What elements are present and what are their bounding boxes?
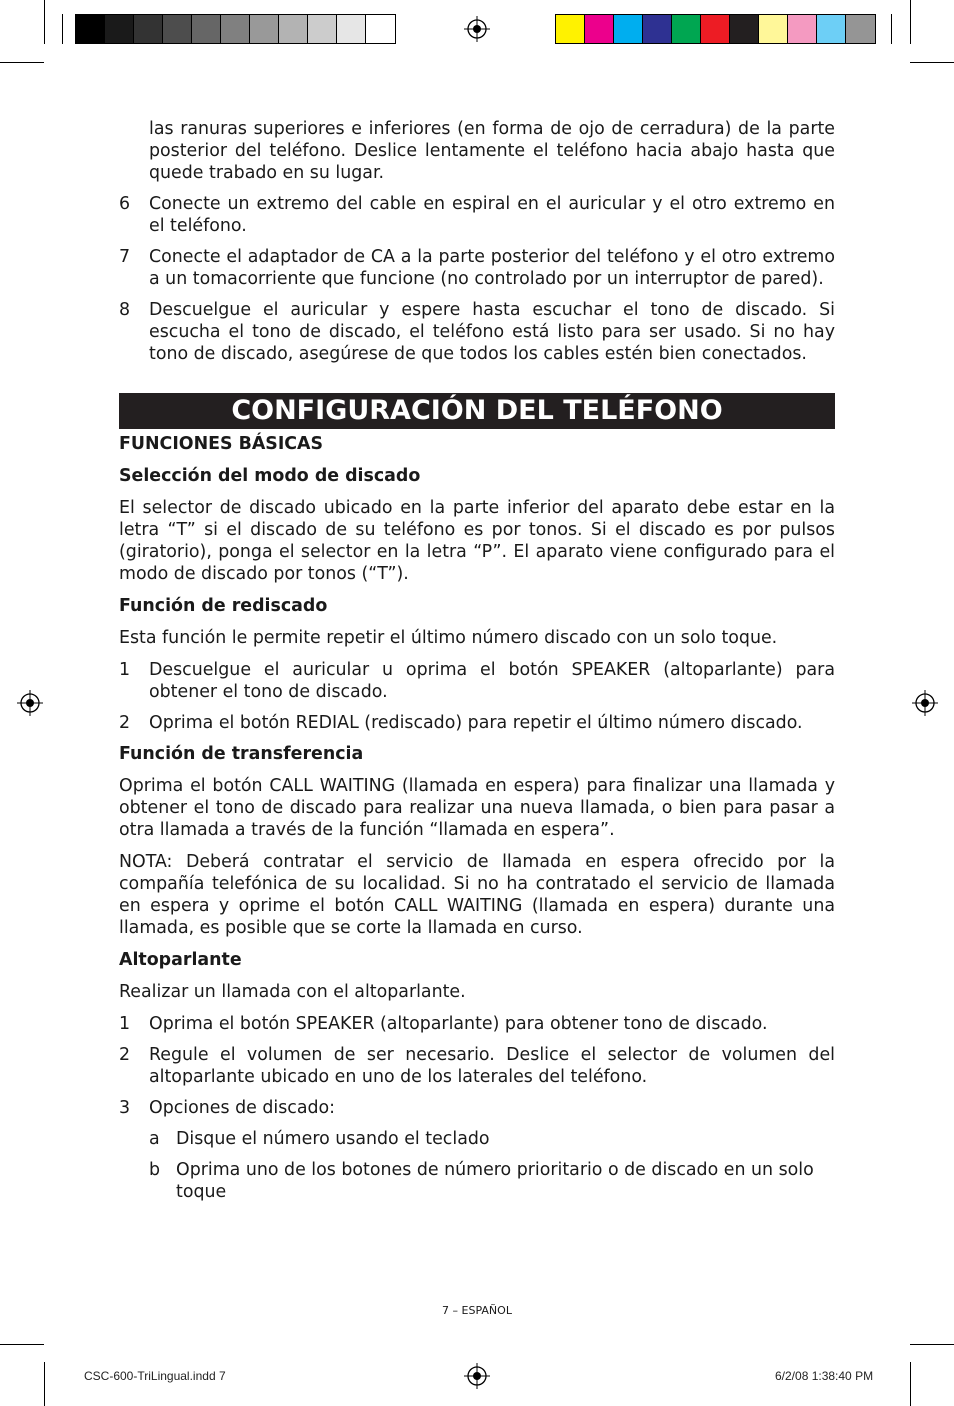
page-folio: 7 – ESPAÑOL <box>442 1304 512 1317</box>
list-item <box>119 246 835 290</box>
slug-filename: CSC-600-TriLingual.indd 7 <box>84 1369 226 1383</box>
color-swatch <box>337 15 366 43</box>
transfer-paragraph: Oprima el botón CALL WAITING (llamada en espera) para finalizar una llamada y obtener el tono de discado para realizar una nueva llamada, o bien para pasar a otra llamada a través de la función “llamada en espera”. <box>119 776 835 840</box>
speaker-paragraph: Realizar un llamada con el altoparlante. <box>119 982 466 1002</box>
crop-mark <box>910 1362 911 1406</box>
transfer-heading: Función de transferencia <box>119 744 364 764</box>
list-item <box>149 1159 835 1203</box>
step-text: Descuelgue el auricular u oprima el botón SPEAKER (altoparlante) para obtener el tono de discado. <box>149 660 835 702</box>
redial-heading: Función de rediscado <box>119 596 328 616</box>
speaker-heading: Altoparlante <box>119 950 242 970</box>
color-swatch <box>221 15 250 43</box>
list-item <box>119 1097 835 1119</box>
crop-mark <box>0 1344 44 1345</box>
color-swatch <box>701 15 730 43</box>
crop-mark <box>891 14 892 44</box>
step-number: 6 <box>119 194 131 214</box>
color-swatch <box>759 15 788 43</box>
step-text: Opciones de discado: <box>149 1098 336 1118</box>
section-heading: CONFIGURACIÓN DEL TELÉFONO <box>119 393 835 429</box>
page-content <box>119 118 835 1212</box>
option-letter: a <box>149 1129 160 1149</box>
step-number: 1 <box>119 1014 131 1034</box>
list-item <box>119 193 835 237</box>
color-swatch <box>279 15 308 43</box>
step-text: Oprima el botón SPEAKER (altoparlante) para obtener tono de discado. <box>149 1014 768 1034</box>
color-swatch <box>614 15 643 43</box>
step-text: Oprima el botón REDIAL (rediscado) para repetir el último número discado. <box>149 713 803 733</box>
step-text: Conecte el adaptador de CA a la parte posterior del teléfono y el otro extremo a un tomacorriente que funcione (no controlado por un interruptor de pared). <box>149 247 835 289</box>
dial-mode-heading: Selección del modo de discado <box>119 466 421 486</box>
step-number: 2 <box>119 1045 131 1065</box>
color-swatch <box>846 15 875 43</box>
color-swatch <box>788 15 817 43</box>
registration-mark-icon <box>464 1363 490 1389</box>
color-swatch <box>643 15 672 43</box>
color-swatch <box>672 15 701 43</box>
step-text: Descuelgue el auricular y espere hasta escuchar el tono de discado. Si escucha el tono de discado, el teléfono está listo para ser usado. Si no hay tono de discado, asegúrese de que todos los cables estén bien conectados. <box>149 300 835 364</box>
transfer-note: NOTA: Deberá contratar el servicio de llamada en espera ofrecido por la compañía telefónica de su localidad. Si no ha contratado el servicio de llamada en espera y oprime el botón CALL WAITING (llamada en espera) durante una llamada, es posible que se corte la llamada en curso. <box>119 852 835 938</box>
step-number: 7 <box>119 247 131 267</box>
list-item <box>119 712 835 734</box>
continuation-paragraph: las ranuras superiores e inferiores (en forma de ojo de cerradura) de la parte posterior del teléfono. Deslice lentamente el teléfono hacia abajo hasta que quede trabado en su lugar. <box>149 119 835 183</box>
crop-mark <box>0 62 44 63</box>
slug-timestamp: 6/2/08 1:38:40 PM <box>775 1369 874 1383</box>
color-swatch <box>730 15 759 43</box>
registration-mark-icon <box>912 690 938 716</box>
grayscale-calibration-bar <box>75 14 396 44</box>
step-number: 2 <box>119 713 131 733</box>
crop-mark <box>62 14 63 44</box>
list-item <box>119 1044 835 1088</box>
crop-mark <box>44 1362 45 1406</box>
color-swatch <box>250 15 279 43</box>
color-swatch <box>366 15 395 43</box>
color-swatch <box>585 15 614 43</box>
crop-mark <box>910 1344 954 1345</box>
color-swatch <box>163 15 192 43</box>
step-text: Regule el volumen de ser necesario. Deslice el selector de volumen del altoparlante ubicado en uno de los laterales del teléfono. <box>149 1045 835 1087</box>
crop-mark <box>44 0 45 44</box>
dial-mode-paragraph: El selector de discado ubicado en la parte inferior del aparato debe estar en la letra “T” si el discado de su teléfono es por tonos. Si el discado es por pulsos (giratorio), ponga el selector en la letra “P”. El aparato viene configurado para el modo de discado por tonos (“T”). <box>119 498 835 584</box>
option-text: Oprima uno de los botones de número prioritario o de discado en un solo toque <box>176 1160 814 1202</box>
list-item <box>119 659 835 703</box>
color-calibration-bar <box>555 14 876 44</box>
step-text: Conecte un extremo del cable en espiral en el auricular y el otro extremo en el teléfono. <box>149 194 835 236</box>
color-swatch <box>817 15 846 43</box>
list-item <box>149 1128 835 1150</box>
step-number: 3 <box>119 1098 131 1118</box>
crop-mark <box>910 0 911 44</box>
color-swatch <box>76 15 105 43</box>
list-item <box>119 299 835 365</box>
crop-mark <box>910 62 954 63</box>
redial-paragraph: Esta función le permite repetir el último número discado con un solo toque. <box>119 628 778 648</box>
color-swatch <box>308 15 337 43</box>
option-letter: b <box>149 1160 161 1180</box>
color-swatch <box>556 15 585 43</box>
registration-mark-icon <box>464 16 490 42</box>
step-number: 8 <box>119 300 131 320</box>
list-item <box>119 1013 835 1035</box>
section-subheading: FUNCIONES BÁSICAS <box>119 434 324 454</box>
step-number: 1 <box>119 660 131 680</box>
option-text: Disque el número usando el teclado <box>176 1129 490 1149</box>
color-swatch <box>134 15 163 43</box>
color-swatch <box>192 15 221 43</box>
registration-mark-icon <box>17 690 43 716</box>
color-swatch <box>105 15 134 43</box>
